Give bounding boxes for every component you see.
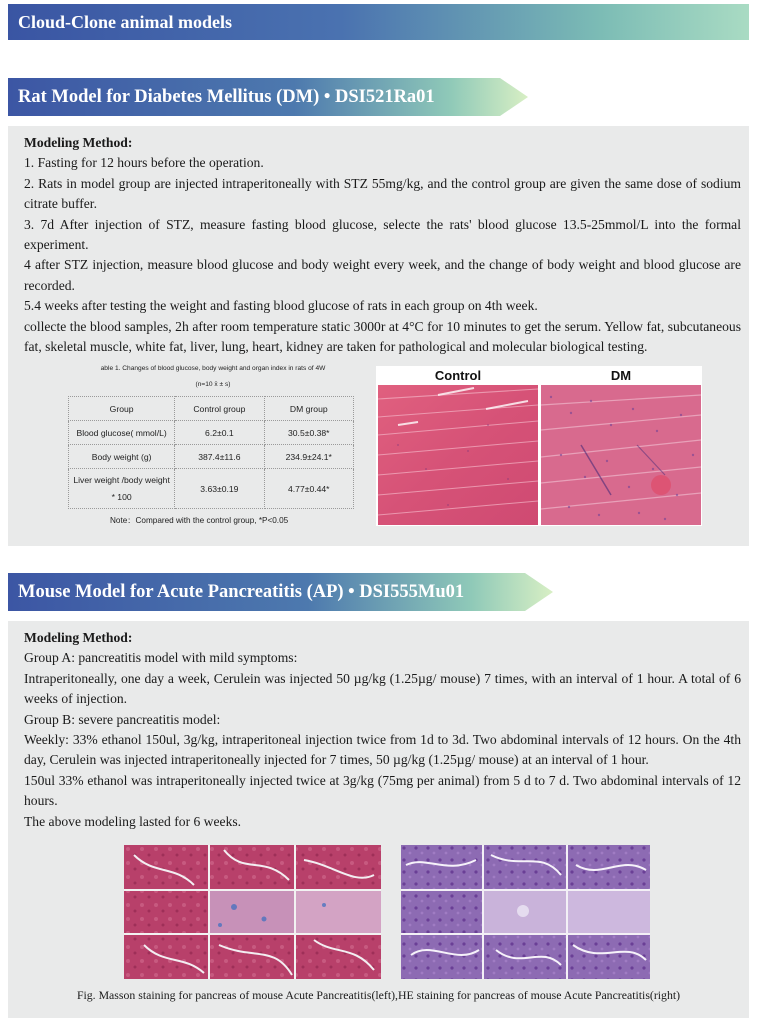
control-histology-image [378, 385, 538, 525]
dm-label: DM [610, 368, 632, 383]
rat-section-header [8, 78, 528, 116]
masson-staining-figure [124, 845, 381, 979]
rat-method-line: 5.4 weeks after testing the weight and fasting blood glucose of rats in each group on 4th week. [24, 298, 538, 314]
table-header-cell: Group [69, 397, 175, 421]
table-cell: 3.63±0.19 [175, 469, 264, 509]
pancreas-figure-caption: Fig. Masson staining for pancreas of mouse Acute Pancreatitis(left),HE staining for pancreas of mouse Acute Pancreatitis(right) [76, 988, 681, 1002]
rat-method-heading: Modeling Method: [24, 135, 133, 150]
control-label: Control [434, 368, 482, 383]
mouse-section-header [8, 573, 553, 611]
table-header-cell: Control group [175, 397, 264, 421]
mouse-section-title: Mouse Model for Acute Pancreatitis (AP) • DSI555Mu01 [18, 582, 465, 602]
rat-method-line: 3. 7d After injection of STZ, measure fasting blood glucose, selecte the rats' blood glucose 13.5-25mmol/L into the formal experiment. [24, 216, 741, 253]
mouse-method-text [24, 628, 741, 832]
table-header-cell: DM group [264, 397, 353, 421]
rat-section-title: Rat Model for Diabetes Mellitus (DM) • DSI521Ra01 [18, 87, 435, 107]
rat-method-line: 4 after STZ injection, measure blood glucose and body weight every week, and the change of body weight and blood glucose are recorded. [24, 257, 741, 293]
table-cell: 4.77±0.44* [264, 469, 353, 509]
rat-data-table [68, 396, 354, 509]
table-cell: Blood glucose( mmol/L) [69, 421, 175, 445]
mouse-method-heading: Modeling Method: [24, 630, 133, 645]
table-note: Note：Compared with the control group, *P<0.05 [110, 516, 289, 525]
rat-method-line: 2. Rats in model group are injected intraperitoneally with STZ 55mg/kg, and the control group are given the same dose of sodium citrate buffer. [24, 175, 741, 212]
mouse-method-line: Weekly: 33% ethanol 150ul, 3g/kg, intraperitoneal injection twice from 1d to 3d. Two abdominal intervals of 12 hours. On the 4th day, Cerulein was injected intraperitoneally injected for 7 times, 50 µg/kg (1.25µg/ mouse) at an interval of 1 hour. [24, 732, 741, 768]
mouse-method-line: Intraperitoneally, one day a week, Cerulein was injected 50 µg/kg (1.25µg/ mouse) 7 times, with an interval of 1 hour. A total of 6 weeks of injection. [24, 670, 741, 707]
table-cell: 6.2±0.1 [175, 421, 264, 445]
mouse-method-line: Group B: severe pancreatitis model: [24, 711, 221, 727]
rat-method-text [24, 133, 741, 357]
rat-method-line: collecte the blood samples, 2h after room temperature static 3000r at 4°C for 10 minutes to get the serum. Yellow fat, subcutaneous fat, skeletal muscle, white fat, liver, lung, heart, kidney are taken for pathological and molecular biological testing. [24, 318, 741, 355]
banner-title: Cloud-Clone animal models [18, 12, 233, 32]
mouse-method-line: 150ul 33% ethanol was intraperitoneally injected twice at 3g/kg (75mg per animal) from 5 d to 7 d. Two abdominal intervals of 12 hours. [24, 772, 741, 809]
table-cell: Liver weight /body weight * 100 [69, 469, 175, 509]
mouse-method-line: The above modeling lasted for 6 weeks. [24, 813, 242, 829]
table-cell: Body weight (g) [69, 445, 175, 469]
dm-histology-image [541, 385, 701, 525]
table-cell: 234.9±24.1* [264, 445, 353, 469]
table-caption-stats: (n=10 x̄ ± s) [195, 381, 231, 388]
table-caption: able 1. Changes of blood glucose, body weight and organ index in rats of 4W [100, 365, 326, 372]
mouse-method-line: Group A: pancreatitis model with mild symptoms: [24, 650, 298, 666]
rat-method-line: 1. Fasting for 12 hours before the operation. [24, 155, 264, 171]
table-cell: 30.5±0.38* [264, 421, 353, 445]
table-cell: 387.4±11.6 [175, 445, 264, 469]
he-staining-figure [401, 845, 650, 979]
page-banner [8, 4, 749, 40]
